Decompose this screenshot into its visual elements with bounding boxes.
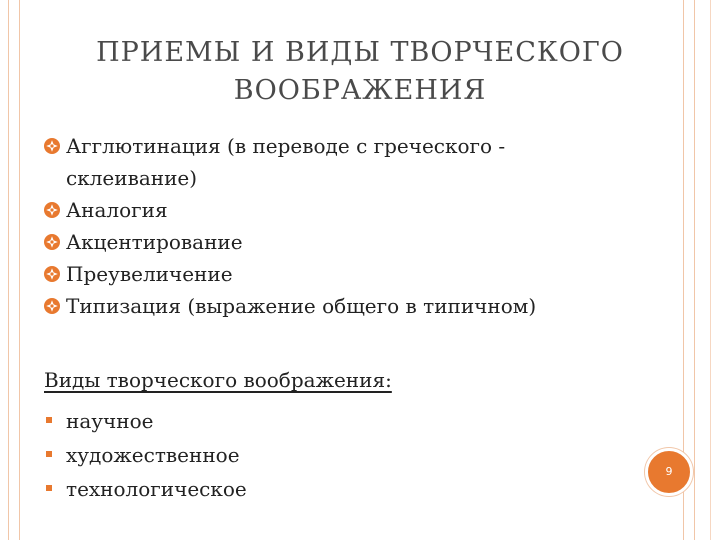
list-item-text: художественное xyxy=(66,443,240,467)
list-item xyxy=(44,226,604,258)
list-item-text: научное xyxy=(66,409,154,433)
page-number-badge: 9 xyxy=(645,448,693,496)
techniques-list xyxy=(44,130,604,322)
list-item-text: Агглютинация (в переводе с греческого - склеивание) xyxy=(66,134,506,190)
title-line-2: ВООБРАЖЕНИЯ xyxy=(233,75,487,106)
list-item xyxy=(44,130,604,194)
title-line-1: ПРИЕМЫ И ВИДЫ ТВОРЧЕСКОГО xyxy=(96,37,624,68)
square-bullet-icon xyxy=(46,485,52,491)
list-item-text: Акцентирование xyxy=(66,230,243,254)
square-bullet-icon xyxy=(46,417,52,423)
list-item xyxy=(46,472,446,506)
list-item xyxy=(46,438,446,472)
list-item-text: Преувеличение xyxy=(66,262,233,286)
flower-bullet-icon xyxy=(44,234,60,250)
list-item-text: технологическое xyxy=(66,477,247,501)
left-frame-decoration xyxy=(8,0,20,540)
flower-bullet-icon xyxy=(44,138,60,154)
list-item xyxy=(44,258,604,290)
imagination-types-list xyxy=(46,404,446,506)
list-item xyxy=(44,194,604,226)
list-item xyxy=(46,404,446,438)
slide-title xyxy=(30,34,690,110)
section-heading: Виды творческого воображения: xyxy=(44,368,392,392)
flower-bullet-icon xyxy=(44,202,60,218)
flower-bullet-icon xyxy=(44,298,60,314)
list-item-text: Типизация (выражение общего в типичном) xyxy=(66,294,537,318)
flower-bullet-icon xyxy=(44,266,60,282)
list-item-text: Аналогия xyxy=(66,198,168,222)
list-item xyxy=(44,290,604,322)
right-frame-outer-line xyxy=(710,0,713,540)
square-bullet-icon xyxy=(46,451,52,457)
